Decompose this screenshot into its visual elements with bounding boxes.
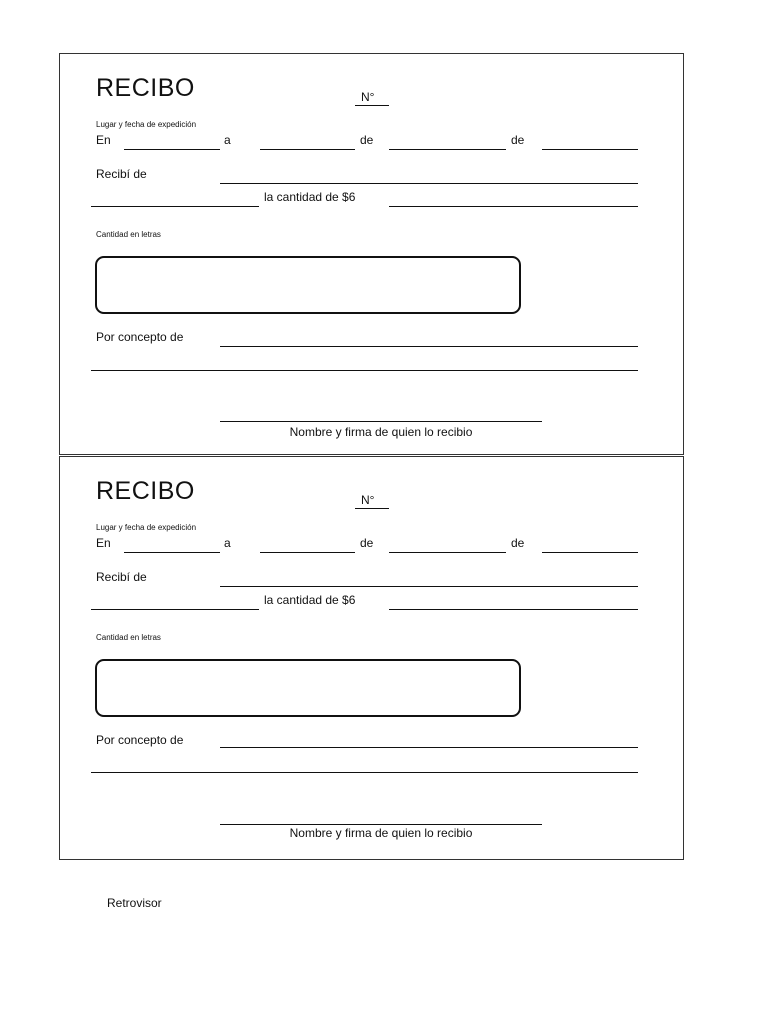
- footer-text: Retrovisor: [107, 896, 162, 910]
- amount-label: la cantidad de $6: [264, 190, 356, 204]
- de-label-1: de: [360, 536, 374, 550]
- year-field[interactable]: [542, 552, 638, 553]
- place-field[interactable]: [124, 149, 220, 150]
- amount-label: la cantidad de $6: [264, 593, 356, 607]
- concept-field[interactable]: [220, 346, 638, 347]
- day-field[interactable]: [260, 552, 355, 553]
- en-label: En: [96, 536, 111, 550]
- signature-label: Nombre y firma de quien lo recibio: [289, 826, 473, 840]
- concept-label: Por concepto de: [96, 733, 184, 747]
- a-label: a: [224, 536, 231, 550]
- received-from-field[interactable]: [220, 586, 638, 587]
- month-field[interactable]: [389, 149, 506, 150]
- year-field[interactable]: [542, 149, 638, 150]
- de-label-2: de: [511, 536, 525, 550]
- amount-words-box[interactable]: [95, 659, 521, 717]
- received-from-label: Recibí de: [96, 570, 147, 584]
- amount-words-label: Cantidad en letras: [96, 633, 161, 642]
- receipt-title: RECIBO: [96, 74, 195, 102]
- concept-label: Por concepto de: [96, 330, 184, 344]
- de-label-2: de: [511, 133, 525, 147]
- amount-extra-field[interactable]: [389, 206, 638, 207]
- concept-field-2[interactable]: [91, 772, 638, 773]
- day-field[interactable]: [260, 149, 355, 150]
- place-date-label: Lugar y fecha de expedición: [96, 120, 197, 129]
- receipt-1: [59, 53, 684, 455]
- receipt-number-field[interactable]: N°: [355, 89, 389, 106]
- amount-words-box[interactable]: [95, 256, 521, 314]
- receipt-number-field[interactable]: N°: [355, 492, 389, 509]
- place-field[interactable]: [124, 552, 220, 553]
- received-from-field[interactable]: [220, 183, 638, 184]
- a-label: a: [224, 133, 231, 147]
- concept-field[interactable]: [220, 747, 638, 748]
- receipt-2: [59, 456, 684, 860]
- de-label-1: de: [360, 133, 374, 147]
- signature-label: Nombre y firma de quien lo recibio: [289, 425, 473, 439]
- received-from-label: Recibí de: [96, 167, 147, 181]
- receipt-title: RECIBO: [96, 477, 195, 505]
- concept-field-2[interactable]: [91, 370, 638, 371]
- signature-line[interactable]: [220, 824, 542, 825]
- amount-number-field[interactable]: [91, 609, 259, 610]
- month-field[interactable]: [389, 552, 506, 553]
- en-label: En: [96, 133, 111, 147]
- amount-extra-field[interactable]: [389, 609, 638, 610]
- amount-words-label: Cantidad en letras: [96, 230, 161, 239]
- amount-number-field[interactable]: [91, 206, 259, 207]
- signature-line[interactable]: [220, 421, 542, 422]
- place-date-label: Lugar y fecha de expedición: [96, 523, 197, 532]
